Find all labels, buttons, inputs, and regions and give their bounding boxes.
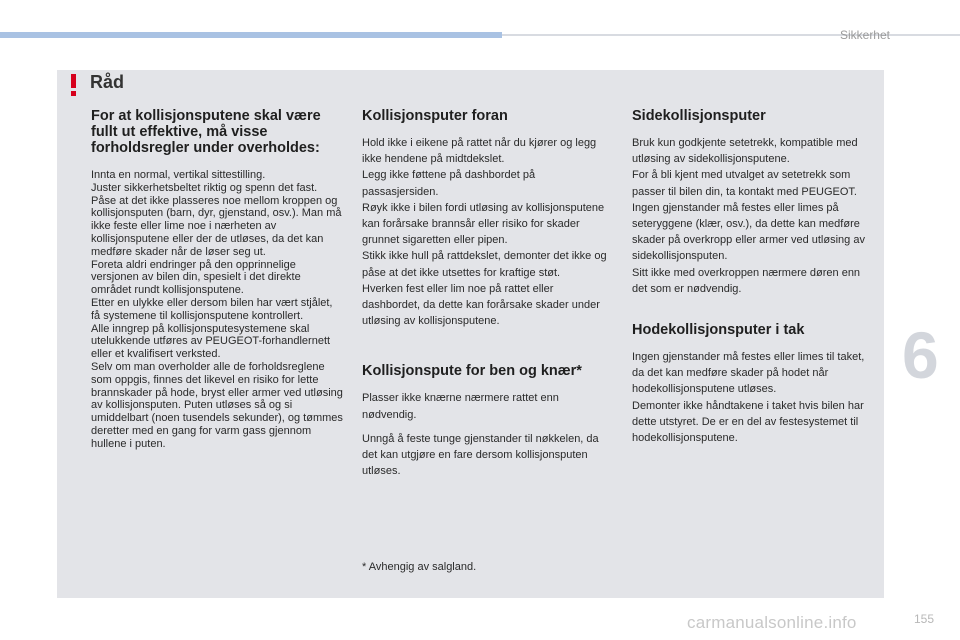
knee-airbag-heading: Kollisjonspute for ben og knær* [362,363,582,380]
exclamation-icon [69,74,79,96]
precautions-heading: For at kollisjonsputene skal være fullt ut effektive, må visse forholdsregler under overholdes: [91,108,321,156]
knee-airbag-body-2: Unngå å feste tunge gjenstander til nøkkelen, da det kan utgjøre en fare dersom kollisjonsputen utløses. [362,432,599,478]
column-side-airbags [632,108,872,446]
chapter-number: 6 [902,318,939,392]
side-airbags-body: Bruk kun godkjente setetrekk, kompatible med utløsing av sidekollisjonsputene. For å bli kjent med utvalget av setetrekk som passer til bilen din, ta kontakt med PEUGEOT. Ingen gjenstander må festes eller limes på seteryggene (klær, osv.), da dette kan medføre skader på overkropp eller armer ved utløsing av sidekollisjonsputen. Sitt ikke med overkroppen nærmere døren enn det som er nødvendig. [632,137,865,295]
footnote: * Avhengig av salgland. [362,561,477,573]
knee-airbag-body-1: Plasser ikke knærne nærmere rattet enn nødvendig. [362,392,559,421]
side-airbags-heading: Sidekollisjonsputer [632,108,766,124]
header-accent-bar [0,32,502,38]
column-front-airbags [362,108,610,479]
curtain-airbags-body: Ingen gjenstander må festes eller limes til taket, da det kan medføre skader på hodet når hodekollisjonsputene utløses. Demonter ikke håndtakene i taket hvis bilen har dette utstyret. De er en del av festesystemet til hodekollisjonsputene. [632,351,865,445]
section-title: Sikkerhet [839,28,890,42]
front-airbags-heading: Kollisjonsputer foran [362,108,508,124]
column-precautions [91,108,343,451]
page-number: 155 [914,612,935,626]
curtain-airbags-heading: Hodekollisjonsputer i tak [632,322,805,339]
precautions-body: Innta en normal, vertikal sittestilling. Juster sikkerhetsbeltet riktig og spenn det fast. Påse at det ikke plasseres noe mellom kroppen og kollisjonsputen (barn, dyr, gjenstand, osv.). Man må ikke feste eller lime noe i nærheten av kollisjonsputene eller der de utløses, da det kan medføre skader når de løser seg ut. Foreta aldri endringer på den opprinnelige versjonen av bilen din, spesielt i det direkte området rundt kollisjonsputene. Etter en ulykke eller dersom bilen har vært stjålet, få systemene til kollisjonsputene kontrollert. Alle inngrep på kollisjonsputesystemene skal utelukkende utføres av PEUGEOT-forhandlernett eller et kvalifisert verksted. Selv om man overholder alle de forholdsreglene som oppgis, finnes det likevel en risiko for lette brannskader på hode, bryst eller armer ved utløsing av kollisjonsputen. Puten utløses så og si umiddelbart (noen tusendels sekunder), og tømmes deretter med en gang for varm gass gjennom hullene i puten. [91,169,343,450]
panel-title: Råd [90,72,125,92]
header-divider [502,34,960,36]
front-airbags-body: Hold ikke i eikene på rattet når du kjører og legg ikke hendene på midtdekslet. Legg ikke føttene på dashbordet på passasjersiden. Røyk ikke i bilen fordi utløsing av kollisjonsputene kan forårsake brannsår eller risiko for skader grunnet sigaretten eller pipen. Stikk ikke hull på rattdekslet, demonter det ikke og påse at det ikke utsettes for kraftige støt. Hverken fest eller lim noe på rattet eller dashbordet, da dette kan forårsake skader under utløsing av kollisjonsputene. [362,137,607,328]
watermark: carmanualsonline.info [687,613,857,632]
